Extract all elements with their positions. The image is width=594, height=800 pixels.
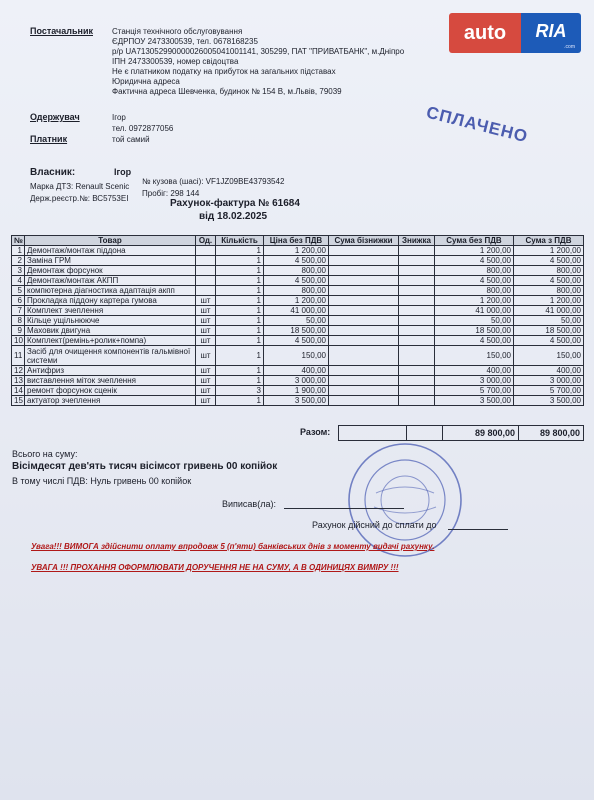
table-cell-sum-vat: 5 700,00 bbox=[514, 386, 584, 396]
table-cell-disc-sum bbox=[329, 316, 399, 326]
table-cell-unit: шт bbox=[196, 296, 216, 306]
owner-label: Власник: bbox=[30, 167, 76, 178]
table-cell-n: 8 bbox=[12, 316, 25, 326]
table-cell-price: 1 200,00 bbox=[264, 296, 329, 306]
table-cell-sum-vat: 800,00 bbox=[514, 286, 584, 296]
table-row bbox=[12, 276, 584, 286]
table-cell-qty: 1 bbox=[216, 286, 264, 296]
signature-line bbox=[284, 508, 404, 509]
table-cell-price: 800,00 bbox=[264, 286, 329, 296]
total-label: Разом: bbox=[300, 427, 331, 437]
table-cell-n: 11 bbox=[12, 346, 25, 366]
table-cell-disc bbox=[399, 366, 435, 376]
table-cell-sum-vat: 400,00 bbox=[514, 366, 584, 376]
table-cell-name: Засіб для очищення компонентів гальмівної системи bbox=[25, 346, 196, 366]
table-cell-price: 1 900,00 bbox=[264, 386, 329, 396]
table-cell-name: компютерна діагностика адаптація акпп bbox=[25, 286, 196, 296]
supplier-line: Фактична адреса Шевченка, будинок № 154 В, м.Львів, 79039 bbox=[112, 87, 342, 96]
table-row bbox=[12, 346, 584, 366]
table-row bbox=[12, 376, 584, 386]
col-header: Сума з ПДВ bbox=[514, 236, 584, 246]
table-cell-name: Маховик двигуна bbox=[25, 326, 196, 336]
table-cell-n: 13 bbox=[12, 376, 25, 386]
table-cell-unit: шт bbox=[196, 346, 216, 366]
logo-ria-text: RIA .com bbox=[521, 13, 581, 53]
table-cell-price: 4 500,00 bbox=[264, 336, 329, 346]
total-sum-vat: 89 800,00 bbox=[519, 425, 584, 441]
table-cell-unit bbox=[196, 266, 216, 276]
supplier-line: Станція технічного обслуговування bbox=[112, 27, 243, 36]
total-empty-cell bbox=[405, 425, 443, 441]
table-cell-disc-sum bbox=[329, 326, 399, 336]
table-header-row bbox=[12, 236, 584, 246]
table-cell-disc bbox=[399, 326, 435, 336]
supplier-line: ЄДРПОУ 2473300539, тел. 0678168235 bbox=[112, 37, 258, 46]
table-cell-name: Антифриз bbox=[25, 366, 196, 376]
table-cell-sum-vat: 800,00 bbox=[514, 266, 584, 276]
supplier-details bbox=[112, 27, 404, 97]
table-cell-name: Демонтаж/монтаж АКПП bbox=[25, 276, 196, 286]
table-cell-disc bbox=[399, 346, 435, 366]
table-cell-qty: 3 bbox=[216, 386, 264, 396]
table-cell-sum-vat: 4 500,00 bbox=[514, 276, 584, 286]
table-cell-disc bbox=[399, 306, 435, 316]
table-cell-qty: 1 bbox=[216, 256, 264, 266]
recipient-phone: тел. 0972877056 bbox=[112, 124, 174, 133]
recipient-label: Одержувач bbox=[30, 112, 80, 122]
table-cell-price: 4 500,00 bbox=[264, 276, 329, 286]
table-cell-sum-vat: 50,00 bbox=[514, 316, 584, 326]
table-cell-disc bbox=[399, 376, 435, 386]
table-cell-unit: шт bbox=[196, 316, 216, 326]
table-cell-sum: 800,00 bbox=[435, 266, 514, 276]
table-cell-sum-vat: 4 500,00 bbox=[514, 256, 584, 266]
table-cell-qty: 1 bbox=[216, 336, 264, 346]
vat-summary: В тому числі ПДВ: Нуль гривень 00 копійок bbox=[12, 476, 192, 486]
table-cell-unit: шт bbox=[196, 396, 216, 406]
vehicle-brand: Марка ДТЗ: Renault Scenic bbox=[30, 182, 130, 191]
table-row bbox=[12, 386, 584, 396]
invoice-date: від 18.02.2025 bbox=[199, 211, 268, 222]
table-cell-disc-sum bbox=[329, 396, 399, 406]
date-line bbox=[448, 529, 508, 530]
table-cell-name: Заміна ГРМ bbox=[25, 256, 196, 266]
table-cell-name: Кільце ущільнююче bbox=[25, 316, 196, 326]
table-cell-qty: 1 bbox=[216, 246, 264, 256]
table-cell-name: Демонтаж/монтаж піддона bbox=[25, 246, 196, 256]
table-cell-qty: 1 bbox=[216, 276, 264, 286]
table-cell-n: 12 bbox=[12, 366, 25, 376]
col-header: Товар bbox=[25, 236, 196, 246]
table-cell-unit bbox=[196, 276, 216, 286]
table-cell-sum: 4 500,00 bbox=[435, 336, 514, 346]
table-cell-sum: 3 500,00 bbox=[435, 396, 514, 406]
table-row bbox=[12, 296, 584, 306]
table-cell-price: 4 500,00 bbox=[264, 256, 329, 266]
table-cell-name: актуатор зчеплення bbox=[25, 396, 196, 406]
table-cell-disc bbox=[399, 316, 435, 326]
vehicle-vin: № кузова (шасі): VF1JZ09BE43793542 bbox=[142, 177, 285, 186]
table-cell-price: 3 500,00 bbox=[264, 396, 329, 406]
invoice-title: Рахунок-фактура № 61684 bbox=[170, 198, 300, 209]
table-cell-unit: шт bbox=[196, 386, 216, 396]
logo-auto-text: auto bbox=[449, 13, 521, 53]
table-cell-disc-sum bbox=[329, 276, 399, 286]
table-cell-qty: 1 bbox=[216, 296, 264, 306]
supplier-line: Не є платником податку на прибуток на загальних підставах bbox=[112, 67, 336, 76]
table-cell-unit bbox=[196, 246, 216, 256]
valid-until: Рахунок дійсний до сплати до bbox=[312, 520, 437, 530]
table-cell-disc-sum bbox=[329, 346, 399, 366]
table-row bbox=[12, 306, 584, 316]
supplier-label: Постачальник bbox=[30, 26, 93, 36]
table-cell-disc-sum bbox=[329, 366, 399, 376]
owner-name: Ігор bbox=[114, 167, 132, 177]
table-cell-disc bbox=[399, 256, 435, 266]
col-header: Кількість bbox=[216, 236, 264, 246]
table-row bbox=[12, 396, 584, 406]
table-cell-qty: 1 bbox=[216, 396, 264, 406]
table-cell-sum: 150,00 bbox=[435, 346, 514, 366]
table-cell-unit bbox=[196, 286, 216, 296]
table-cell-unit bbox=[196, 256, 216, 266]
summary-label: Всього на суму: bbox=[12, 449, 78, 459]
table-cell-n: 6 bbox=[12, 296, 25, 306]
payer-label: Платник bbox=[30, 134, 68, 144]
table-cell-qty: 1 bbox=[216, 266, 264, 276]
payer-value: той самий bbox=[112, 135, 150, 144]
table-cell-price: 3 000,00 bbox=[264, 376, 329, 386]
table-cell-n: 7 bbox=[12, 306, 25, 316]
table-cell-name: ремонт форсунок сценік bbox=[25, 386, 196, 396]
table-cell-disc bbox=[399, 386, 435, 396]
table-cell-qty: 1 bbox=[216, 366, 264, 376]
table-row bbox=[12, 266, 584, 276]
col-header: Знижка bbox=[399, 236, 435, 246]
table-cell-name: Комплект(ремінь+ролик+помпа) bbox=[25, 336, 196, 346]
table-cell-name: Прокладка піддону картера гумова bbox=[25, 296, 196, 306]
table-cell-disc-sum bbox=[329, 336, 399, 346]
table-cell-price: 400,00 bbox=[264, 366, 329, 376]
table-cell-disc bbox=[399, 336, 435, 346]
table-row bbox=[12, 366, 584, 376]
table-cell-disc bbox=[399, 296, 435, 306]
table-cell-sum-vat: 18 500,00 bbox=[514, 326, 584, 336]
items-table bbox=[11, 235, 584, 406]
table-cell-sum: 800,00 bbox=[435, 286, 514, 296]
total-empty-cell bbox=[338, 425, 407, 441]
col-header: Ціна без ПДВ bbox=[264, 236, 329, 246]
table-cell-price: 41 000,00 bbox=[264, 306, 329, 316]
table-cell-price: 18 500,00 bbox=[264, 326, 329, 336]
table-cell-disc-sum bbox=[329, 256, 399, 266]
table-cell-n: 3 bbox=[12, 266, 25, 276]
table-cell-n: 15 bbox=[12, 396, 25, 406]
table-cell-sum-vat: 150,00 bbox=[514, 346, 584, 366]
table-cell-disc bbox=[399, 276, 435, 286]
paid-stamp: СПЛАЧЕНО bbox=[424, 102, 531, 147]
table-cell-disc bbox=[399, 286, 435, 296]
table-cell-n: 5 bbox=[12, 286, 25, 296]
payment-notice: Увага!!! ВИМОГА здійснити оплату впродовж 5 (п'яти) банківських днів з моменту видачі рахунку. bbox=[31, 542, 435, 551]
table-row bbox=[12, 286, 584, 296]
table-cell-unit: шт bbox=[196, 336, 216, 346]
table-cell-unit: шт bbox=[196, 376, 216, 386]
vehicle-reg: Держ.реєстр.№: ВС5753ЕІ bbox=[30, 194, 129, 203]
table-cell-disc bbox=[399, 266, 435, 276]
table-cell-sum-vat: 3 000,00 bbox=[514, 376, 584, 386]
table-cell-disc-sum bbox=[329, 386, 399, 396]
table-cell-sum-vat: 41 000,00 bbox=[514, 306, 584, 316]
table-cell-sum-vat: 1 200,00 bbox=[514, 246, 584, 256]
table-cell-sum: 1 200,00 bbox=[435, 296, 514, 306]
table-cell-sum: 400,00 bbox=[435, 366, 514, 376]
table-row bbox=[12, 256, 584, 266]
table-cell-price: 50,00 bbox=[264, 316, 329, 326]
table-cell-qty: 1 bbox=[216, 346, 264, 366]
table-row bbox=[12, 246, 584, 256]
table-cell-disc-sum bbox=[329, 286, 399, 296]
supplier-line: р/р UA713052990000026005041001141, 305299, ПАТ "ПРИВАТБАНК", м.Дніпро bbox=[112, 47, 405, 56]
recipient-name: Ігор bbox=[112, 113, 126, 122]
table-row bbox=[12, 316, 584, 326]
table-row bbox=[12, 326, 584, 336]
proxy-notice: УВАГА !!! ПРОХАННЯ ОФОРМЛЮВАТИ ДОРУЧЕННЯ НЕ НА СУМУ, А В ОДИНИЦЯХ ВИМІРУ !!! bbox=[31, 563, 399, 572]
table-cell-disc-sum bbox=[329, 296, 399, 306]
table-cell-sum: 5 700,00 bbox=[435, 386, 514, 396]
table-cell-qty: 1 bbox=[216, 316, 264, 326]
col-header: Сума бізнижки bbox=[329, 236, 399, 246]
table-row bbox=[12, 336, 584, 346]
supplier-line: ІПН 2473300539, номер свідоцтва bbox=[112, 57, 239, 66]
table-cell-unit: шт bbox=[196, 306, 216, 316]
table-cell-price: 150,00 bbox=[264, 346, 329, 366]
table-cell-sum-vat: 1 200,00 bbox=[514, 296, 584, 306]
table-cell-qty: 1 bbox=[216, 376, 264, 386]
table-cell-disc-sum bbox=[329, 246, 399, 256]
table-cell-sum: 3 000,00 bbox=[435, 376, 514, 386]
total-sum: 89 800,00 bbox=[442, 425, 519, 441]
table-cell-sum: 41 000,00 bbox=[435, 306, 514, 316]
table-cell-disc-sum bbox=[329, 376, 399, 386]
col-header: № bbox=[12, 236, 25, 246]
table-cell-qty: 1 bbox=[216, 326, 264, 336]
table-cell-sum: 4 500,00 bbox=[435, 276, 514, 286]
table-cell-sum: 50,00 bbox=[435, 316, 514, 326]
table-cell-unit: шт bbox=[196, 326, 216, 336]
col-header: Од. bbox=[196, 236, 216, 246]
table-cell-n: 9 bbox=[12, 326, 25, 336]
table-cell-n: 1 bbox=[12, 246, 25, 256]
amount-in-words: Вісімдесят дев'ять тисяч вісімсот гривень 00 копійок bbox=[12, 461, 278, 472]
vehicle-mileage: Пробіг: 298 144 bbox=[142, 189, 200, 198]
table-cell-n: 14 bbox=[12, 386, 25, 396]
table-cell-n: 10 bbox=[12, 336, 25, 346]
table-cell-disc bbox=[399, 246, 435, 256]
table-cell-sum-vat: 3 500,00 bbox=[514, 396, 584, 406]
table-cell-n: 4 bbox=[12, 276, 25, 286]
table-cell-unit: шт bbox=[196, 366, 216, 376]
table-cell-price: 1 200,00 bbox=[264, 246, 329, 256]
table-cell-name: Комплект зчеплення bbox=[25, 306, 196, 316]
table-cell-sum: 18 500,00 bbox=[435, 326, 514, 336]
signature-label: Виписав(ла): bbox=[222, 499, 276, 509]
table-cell-price: 800,00 bbox=[264, 266, 329, 276]
table-cell-sum: 4 500,00 bbox=[435, 256, 514, 266]
supplier-line: Юридична адреса bbox=[112, 77, 180, 86]
col-header: Сума без ПДВ bbox=[435, 236, 514, 246]
table-cell-sum: 1 200,00 bbox=[435, 246, 514, 256]
table-cell-disc-sum bbox=[329, 306, 399, 316]
table-cell-disc-sum bbox=[329, 266, 399, 276]
table-cell-name: Демонтаж форсунок bbox=[25, 266, 196, 276]
table-cell-disc bbox=[399, 396, 435, 406]
autoria-logo bbox=[449, 13, 581, 53]
table-cell-qty: 1 bbox=[216, 306, 264, 316]
table-cell-name: виставлення міток зчеплення bbox=[25, 376, 196, 386]
table-cell-sum-vat: 4 500,00 bbox=[514, 336, 584, 346]
table-cell-n: 2 bbox=[12, 256, 25, 266]
